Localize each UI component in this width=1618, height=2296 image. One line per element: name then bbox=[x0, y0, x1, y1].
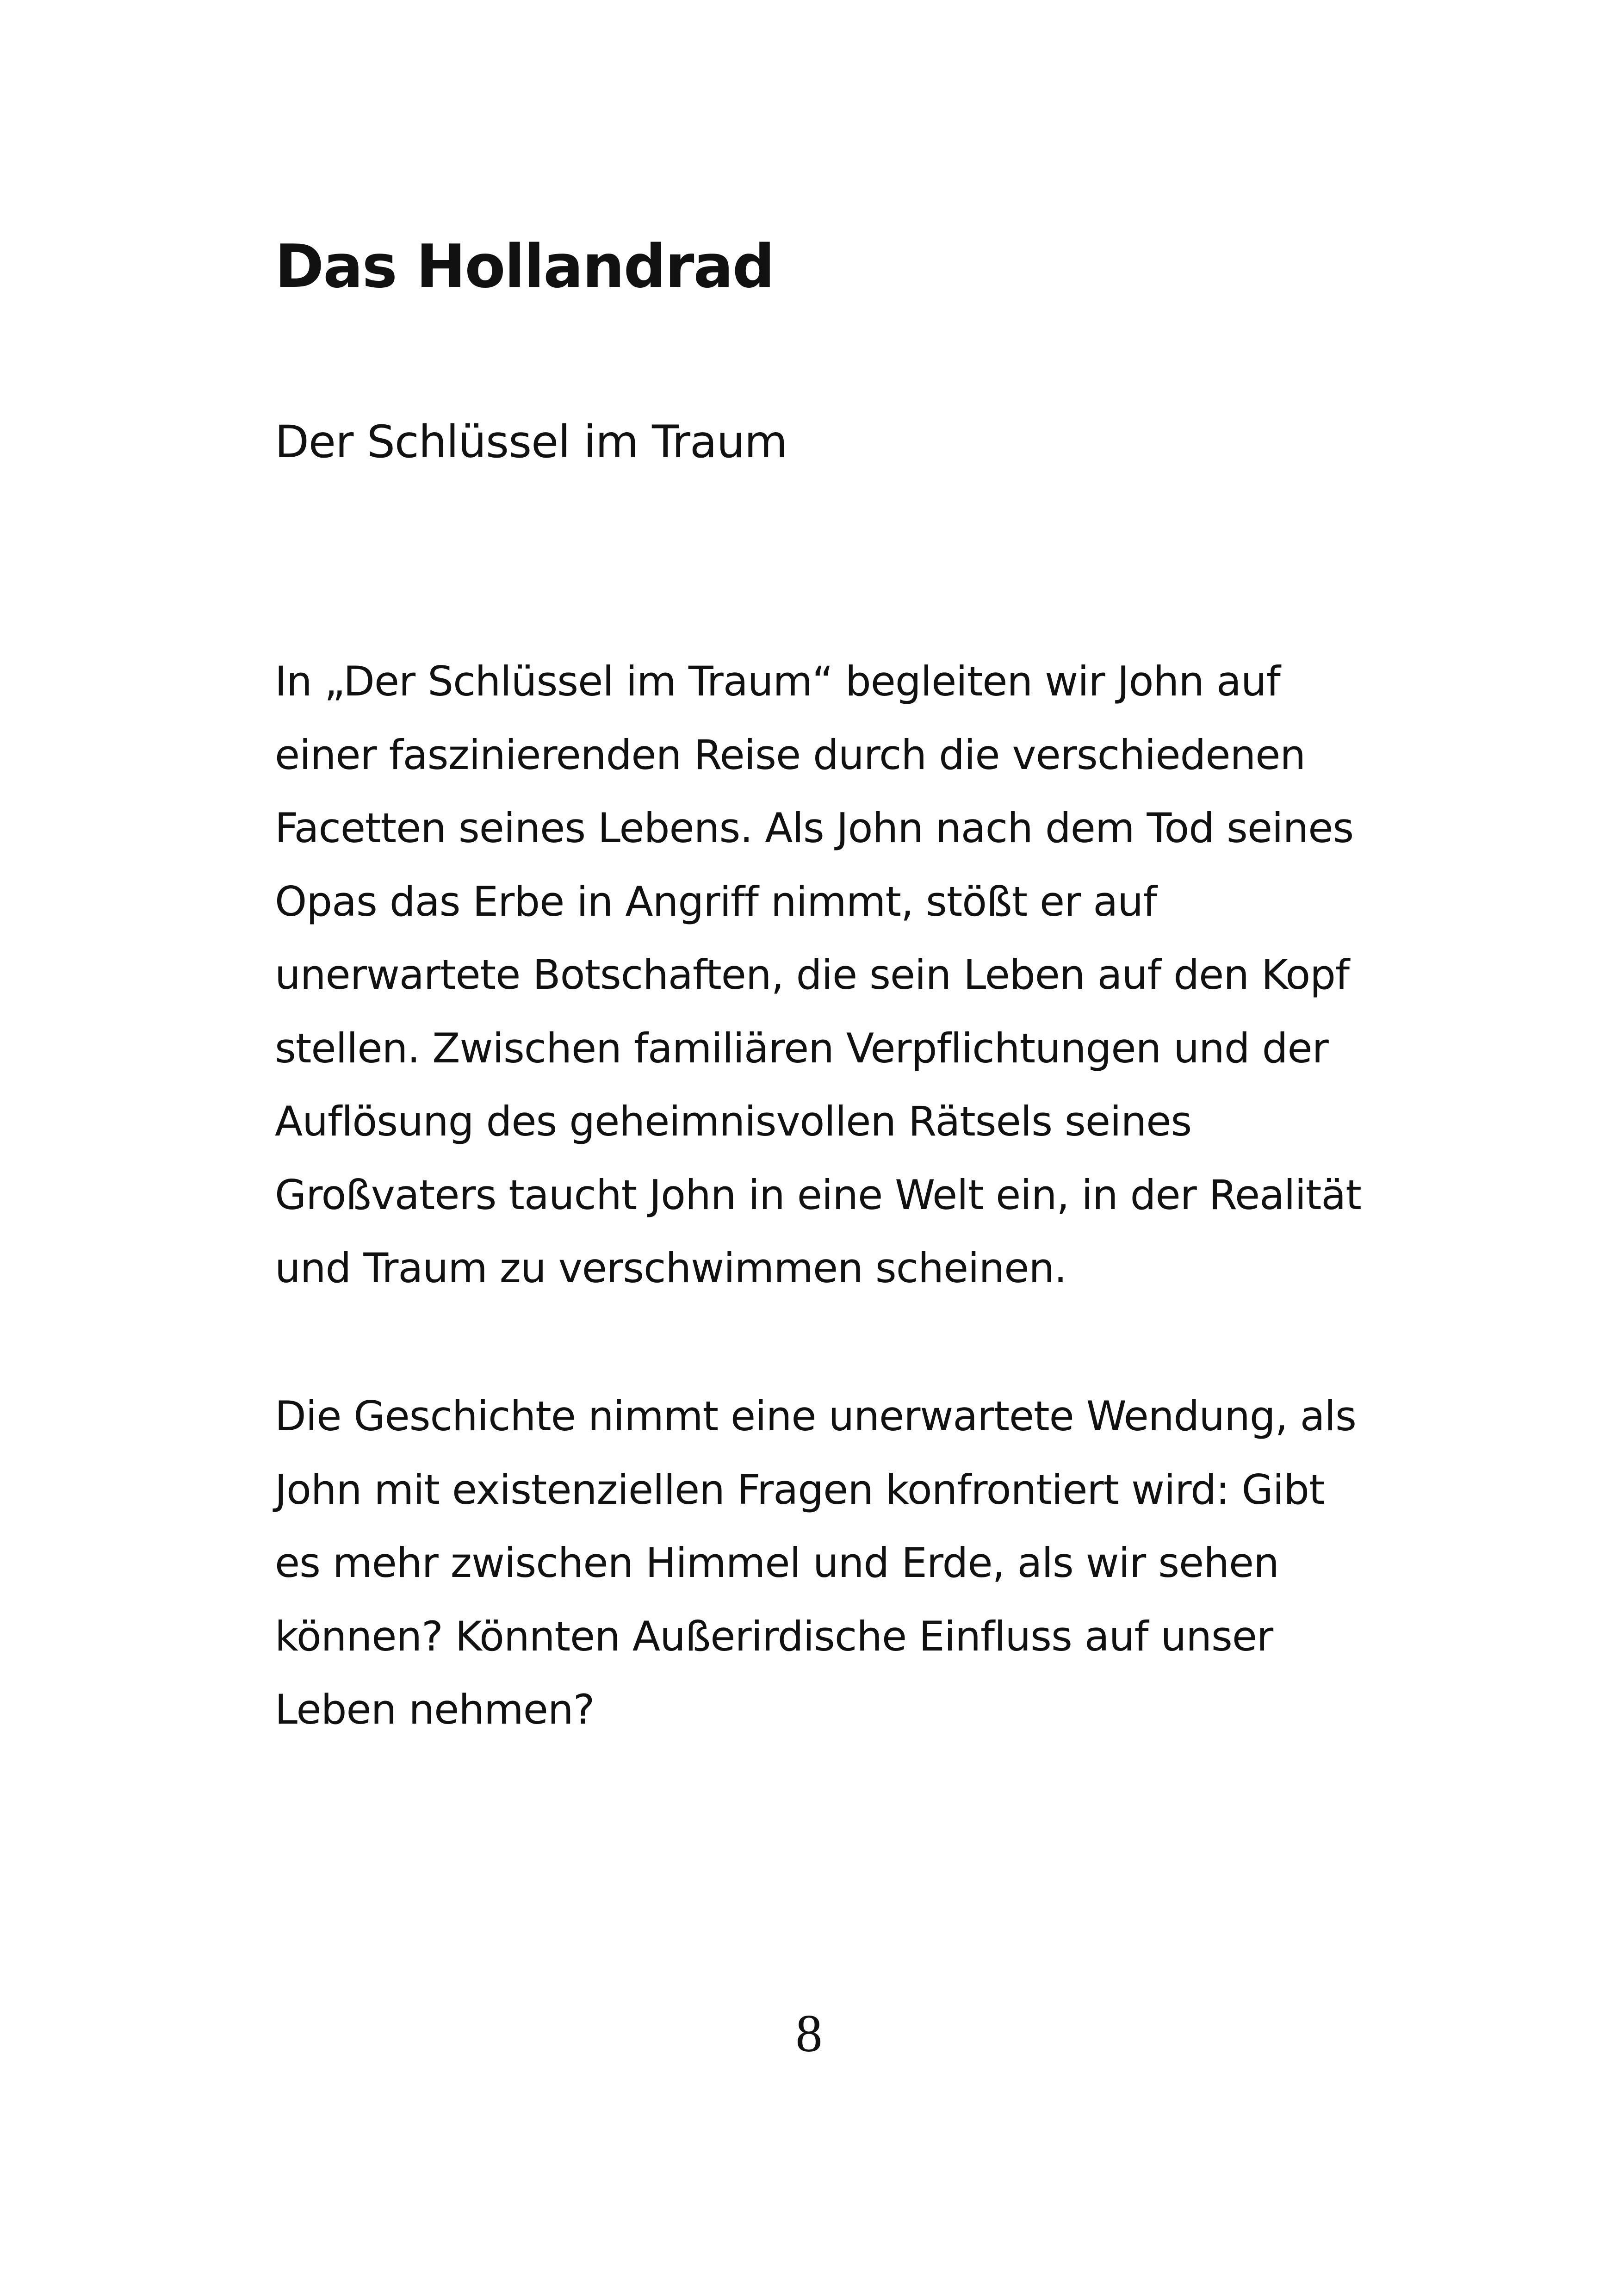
page-title: Das Hollandrad bbox=[275, 232, 774, 301]
paragraph-line: stellen. Zwischen familiären Verpflichtungen und der bbox=[275, 1024, 1328, 1072]
page-subtitle: Der Schlüssel im Traum bbox=[275, 416, 787, 468]
paragraph-line: Großvaters taucht John in eine Welt ein, in der Realität bbox=[275, 1171, 1361, 1219]
paragraph-line: Opas das Erbe in Angriff nimmt, stößt er auf bbox=[275, 877, 1157, 925]
paragraph-line: Facetten seines Lebens. Als John nach dem Tod seines bbox=[275, 804, 1354, 852]
paragraph-line: Leben nehmen? bbox=[275, 1686, 595, 1733]
paragraph-line: einer faszinierenden Reise durch die verschiedenen bbox=[275, 731, 1306, 779]
paragraph-line: unerwartete Botschaften, die sein Leben auf den Kopf bbox=[275, 951, 1350, 999]
paragraph-1 bbox=[275, 645, 1361, 1305]
paragraph-line: John mit existenziellen Fragen konfrontiert wird: Gibt bbox=[275, 1465, 1325, 1514]
paragraph-line: Die Geschichte nimmt eine unerwartete Wendung, als bbox=[275, 1392, 1356, 1440]
paragraph-line: und Traum zu verschwimmen scheinen. bbox=[275, 1244, 1067, 1292]
paragraph-line: es mehr zwischen Himmel und Erde, als wir sehen bbox=[275, 1539, 1279, 1587]
paragraph-line: Auflösung des geheimnisvollen Rätsels seines bbox=[275, 1098, 1192, 1145]
paragraph-line: In „Der Schlüssel im Traum“ begleiten wir John auf bbox=[275, 658, 1280, 705]
paragraph-2 bbox=[275, 1380, 1356, 1747]
page-number: 8 bbox=[795, 2004, 823, 2063]
paragraph-line: können? Könnten Außerirdische Einfluss auf unser bbox=[275, 1612, 1273, 1660]
